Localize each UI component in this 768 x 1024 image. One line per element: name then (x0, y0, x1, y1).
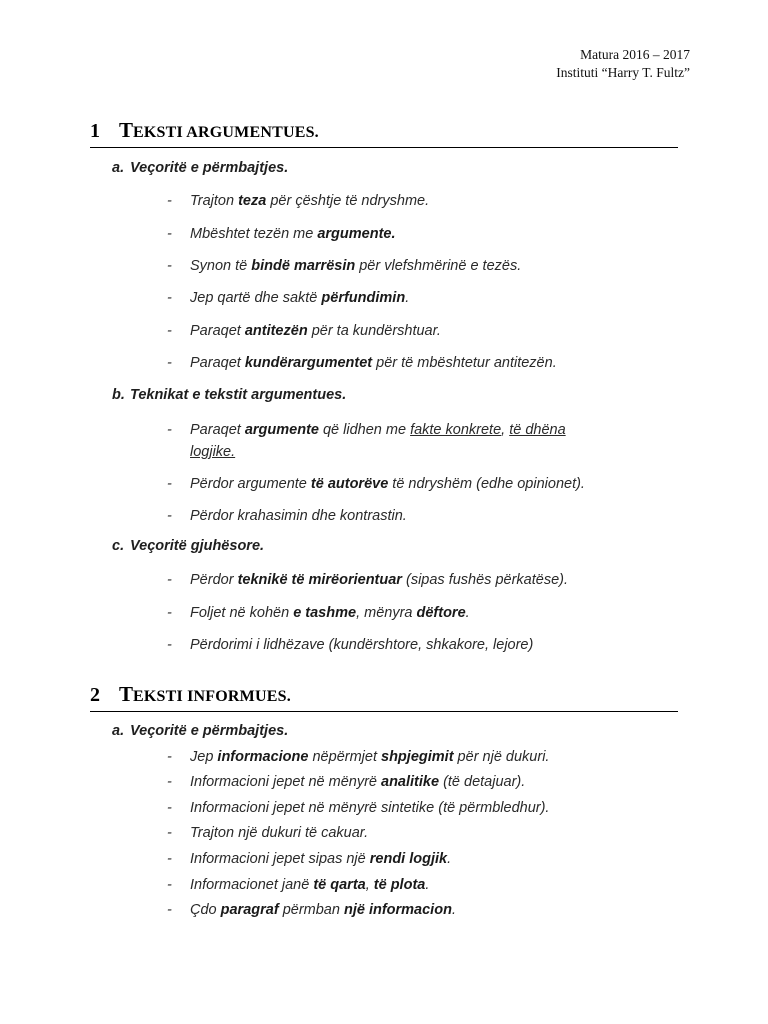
list-item: - Përdorimi i lidhëzave (kundërshtore, shkakore, lejore) (167, 634, 637, 656)
section-number: 2 (90, 684, 100, 706)
list-item: - Trajton teza për çështje të ndryshme. (167, 190, 637, 212)
list-item: - Informacioni jepet në mënyrë analitike (të detajuar). (167, 771, 637, 793)
list-item: - Paraqet kundërargumentet për të mbështetur antitezën. (167, 352, 637, 374)
subsection-1b-heading (112, 387, 346, 403)
section-title-rest: EKSTI INFORMUES. (133, 688, 291, 705)
list-item: - Mbështet tezën me argumente. (167, 223, 637, 245)
subsection-title: Veçoritë e përmbajtjes. (130, 723, 289, 739)
list-dash: - (167, 825, 172, 841)
list-item: - Jep informacione nëpërmjet shpjegimit për një dukuri. (167, 746, 637, 768)
list-item: - Përdor teknikë të mirëorientuar (sipas fushës përkatëse). (167, 569, 637, 591)
list-dash: - (167, 323, 172, 339)
section-number: 1 (90, 120, 100, 142)
list-item: - Synon të bindë marrësin për vlefshmërinë e tezës. (167, 255, 637, 277)
subsection-title: Veçoritë gjuhësore. (130, 538, 265, 554)
list-dash: - (167, 851, 172, 867)
section-title-rest: EKSTI ARGUMENTUES. (133, 124, 319, 141)
page-header (556, 46, 690, 82)
list-item: - Informacioni jepet sipas një rendi logjik. (167, 848, 637, 870)
list-dash: - (167, 902, 172, 918)
list-item: - Trajton një dukuri të cakuar. (167, 822, 637, 844)
section-title-cap: T (119, 682, 134, 706)
subsection-1a-heading (112, 160, 288, 176)
list-dash: - (167, 290, 172, 306)
list-dash: - (167, 774, 172, 790)
list-dash: - (167, 877, 172, 893)
list-item: - Përdor argumente të autorëve të ndryshëm (edhe opinionet). (167, 473, 637, 495)
list-item: - Foljet në kohën e tashme, mënyra dëftore. (167, 602, 637, 624)
list-dash: - (167, 508, 172, 524)
list-dash: - (167, 605, 172, 621)
subsection-1c-heading (112, 538, 264, 554)
list-dash: - (167, 572, 172, 588)
header-line-2: Instituti “Harry T. Fultz” (556, 65, 690, 80)
subsection-title: Teknikat e tekstit argumentues. (130, 387, 347, 403)
list-item: - Përdor krahasimin dhe kontrastin. (167, 505, 637, 527)
list-dash: - (167, 422, 172, 438)
section-2-heading (90, 682, 678, 712)
list-item: - Informacioni jepet në mënyrë sintetike (të përmbledhur). (167, 797, 637, 819)
subsection-letter: c. (112, 538, 125, 554)
section-1-heading (90, 118, 678, 148)
list-dash: - (167, 355, 172, 371)
list-dash: - (167, 476, 172, 492)
section-title-cap: T (119, 118, 134, 142)
subsection-letter: a. (112, 160, 125, 176)
list-item: - Çdo paragraf përmban një informacion. (167, 899, 637, 921)
list-dash: - (167, 637, 172, 653)
header-line-1: Matura 2016 – 2017 (580, 47, 690, 62)
list-item: - Paraqet argumente që lidhen me fakte konkrete, të dhëna logjike. (167, 419, 607, 463)
subsection-2a-heading (112, 723, 288, 739)
subsection-letter: b. (112, 387, 125, 403)
list-item: - Informacionet janë të qarta, të plota. (167, 874, 637, 896)
list-item: - Paraqet antitezën për ta kundërshtuar. (167, 320, 637, 342)
list-dash: - (167, 258, 172, 274)
subsection-letter: a. (112, 723, 125, 739)
list-dash: - (167, 800, 172, 816)
subsection-title: Veçoritë e përmbajtjes. (130, 160, 289, 176)
list-dash: - (167, 226, 172, 242)
list-item: - Jep qartë dhe saktë përfundimin. (167, 287, 637, 309)
list-dash: - (167, 193, 172, 209)
list-dash: - (167, 749, 172, 765)
